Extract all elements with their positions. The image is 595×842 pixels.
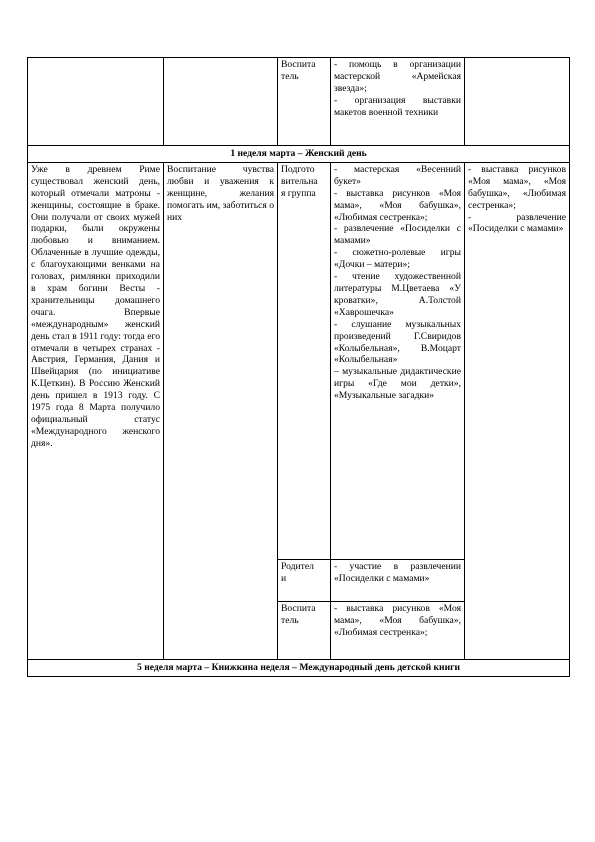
history-cell: Уже в древнем Риме существовал женский день, который отмечали матроны - женщины, состоящие в браке. Они получали от своих мужей подарки, были окружены любовью и вниманием. Облаченные в лучшие одежды, с благоухающими венками на головах, римлянки приходили в храм богини Весты - хранительницы домашнего очага. Впервые «международным» женский день стал в 1911 году: тогда его отмечали в четырех странах - Австрия, Германия, Дания и Швейцария (по инициативе К.Цеткин). В Россию Женский день пришел в 1913 году. С 1975 года 8 Марта получило официальный статус «Международного женского дня». (28, 162, 164, 659)
result-cell: - выставка рисунков «Моя мама», «Моя бабушка», «Любимая сестренка»; - развлечение «Посиделки с мамами» (465, 162, 570, 659)
week5-heading: 5 неделя марта – Книжкина неделя – Международный день детской книги (28, 659, 570, 676)
content-cell: - помощь в организации мастерской «Армейская звезда»; - организация выставки макетов военной техники (331, 58, 465, 146)
result-cell-empty (465, 58, 570, 146)
history-cell-empty (28, 58, 164, 146)
week-heading-row (28, 146, 570, 163)
goal-cell: Воспитание чувства любви и уважения к женщине, желания помогать им, заботиться о них (164, 162, 278, 659)
content-cell-parents: - участие в развлечении «Посиделки с мамами» (331, 559, 465, 601)
table-row-continuation (28, 58, 570, 146)
week-heading-row (28, 659, 570, 676)
role-cell-parents: Родител и (278, 559, 331, 601)
table-row-group (28, 162, 570, 559)
role-cell-teacher: Воспита тель (278, 601, 331, 659)
goal-cell-empty (164, 58, 278, 146)
role-cell: Воспита тель (278, 58, 331, 146)
thematic-plan-table (27, 57, 570, 677)
content-cell-group: - мастерская «Весенний букет» - выставка рисунков «Моя мама», «Моя бабушка», «Любимая сестренка»; - развлечение «Посиделки с мамами» - сюжетно-ролевые игры «Дочки – матери»; - чтение художественной литературы М.Цветаева «У кроватки», А.Толстой «Хаврошечка» - слушание музыкальных произведений Г.Свиридов «Колыбельная», В.Моцарт «Колыбельная» – музыкальные дидактические игры «Где мои детки», «Музыкальные загадки» (331, 162, 465, 559)
week1-heading: 1 неделя марта – Женский день (28, 146, 570, 163)
content-cell-teacher: - выставка рисунков «Моя мама», «Моя бабушка», «Любимая сестренка»; (331, 601, 465, 659)
role-cell-group: Подгото вительна я группа (278, 162, 331, 559)
